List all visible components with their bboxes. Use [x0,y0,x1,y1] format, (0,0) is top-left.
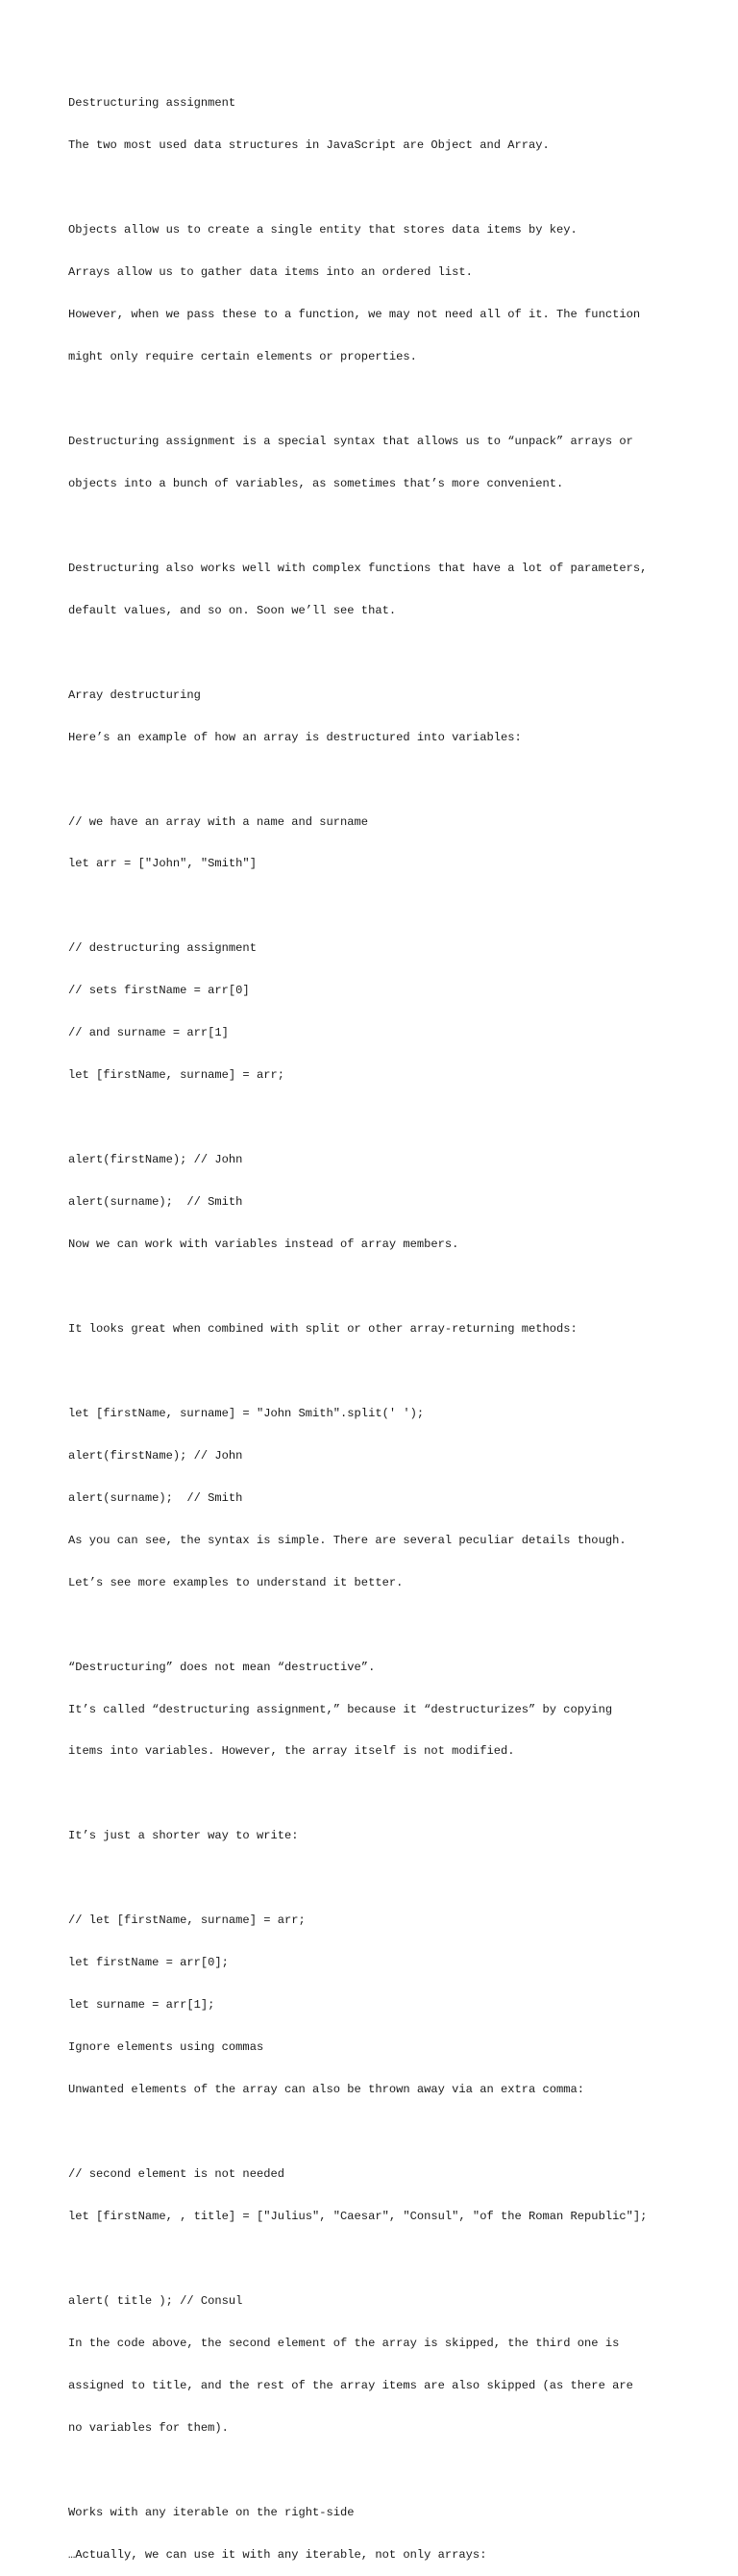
code-line: let [firstName, , title] = ["Julius", "Caesar", "Consul", "of the Roman Republic"]; [68,2209,648,2223]
blank-line [68,1280,702,1294]
blank-line [68,2252,702,2266]
text-line: As you can see, the syntax is simple. There are several peculiar details though. [68,1533,627,1547]
text-line: It looks great when combined with split or other array-returning methods: [68,1321,578,1336]
blank-line [68,181,702,195]
blank-line [68,1618,702,1633]
code-line: // let [firstName, surname] = arr; [68,1913,306,1928]
code-line: alert(firstName); // John [68,1448,243,1463]
code-line: alert(surname); // Smith [68,1195,243,1210]
text-line: However, when we pass these to a function, we may not need all of it. The function [68,308,641,322]
text-line: objects into a bunch of variables, as sometimes that’s more convenient. [68,476,564,490]
code-line: // and surname = arr[1] [68,1026,229,1040]
note-heading: “Destructuring” does not mean “destructive”. [68,1660,376,1674]
text-line: Here’s an example of how an array is destructured into variables: [68,730,522,744]
blank-line [68,2463,702,2478]
document-body [68,68,702,2576]
text-line: The two most used data structures in JavaScript are Object and Array. [68,138,550,153]
text-line: It’s just a shorter way to write: [68,1829,299,1843]
blank-line [68,646,702,661]
code-line: alert(firstName); // John [68,1153,243,1167]
text-line: It’s called “destructuring assignment,” because it “destructurizes” by copying [68,1702,613,1716]
blank-line [68,899,702,913]
text-line: Arrays allow us to gather data items into an ordered list. [68,265,473,280]
code-line: let [firstName, surname] = "John Smith".split(' '); [68,1406,425,1420]
heading-ignore-elements: Ignore elements using commas [68,2040,264,2055]
heading-array-destructuring: Array destructuring [68,688,201,702]
text-line: Let’s see more examples to understand it better. [68,1575,404,1589]
heading-destructuring-assignment: Destructuring assignment [68,96,236,111]
blank-line [68,1787,702,1801]
code-line: let surname = arr[1]; [68,1998,215,2013]
code-line: // sets firstName = arr[0] [68,984,250,998]
blank-line [68,519,702,534]
heading-works-with-iterable: Works with any iterable on the right-side [68,2505,355,2519]
text-line: …Actually, we can use it with any iterable, not only arrays: [68,2547,487,2562]
blank-line [68,2125,702,2139]
code-line: // we have an array with a name and surname [68,814,369,829]
text-line: items into variables. However, the array itself is not modified. [68,1744,515,1759]
blank-line [68,1111,702,1125]
text-line: Destructuring also works well with complex functions that have a lot of parameters, [68,561,648,575]
text-line: might only require certain elements or properties. [68,350,417,364]
text-line: default values, and so on. Soon we’ll see that. [68,603,397,617]
code-line: let firstName = arr[0]; [68,1956,229,1970]
code-line: // second element is not needed [68,2167,284,2182]
code-line: let arr = ["John", "Smith"] [68,857,257,871]
text-line: Unwanted elements of the array can also be thrown away via an extra comma: [68,2083,585,2097]
text-line: Destructuring assignment is a special syntax that allows us to “unpack” arrays or [68,434,633,448]
code-line: // destructuring assignment [68,941,257,956]
text-line: no variables for them). [68,2420,229,2435]
blank-line [68,773,702,788]
code-line: alert( title ); // Consul [68,2293,243,2308]
text-line: In the code above, the second element of the array is skipped, the third one is [68,2336,620,2350]
blank-line [68,1364,702,1379]
code-line: alert(surname); // Smith [68,1490,243,1505]
code-line: let [firstName, surname] = arr; [68,1068,284,1083]
text-line: Now we can work with variables instead of array members. [68,1238,459,1252]
blank-line [68,392,702,407]
blank-line [68,1871,702,1886]
text-line: Objects allow us to create a single entity that stores data items by key. [68,223,578,238]
text-line: assigned to title, and the rest of the array items are also skipped (as there are [68,2378,633,2392]
